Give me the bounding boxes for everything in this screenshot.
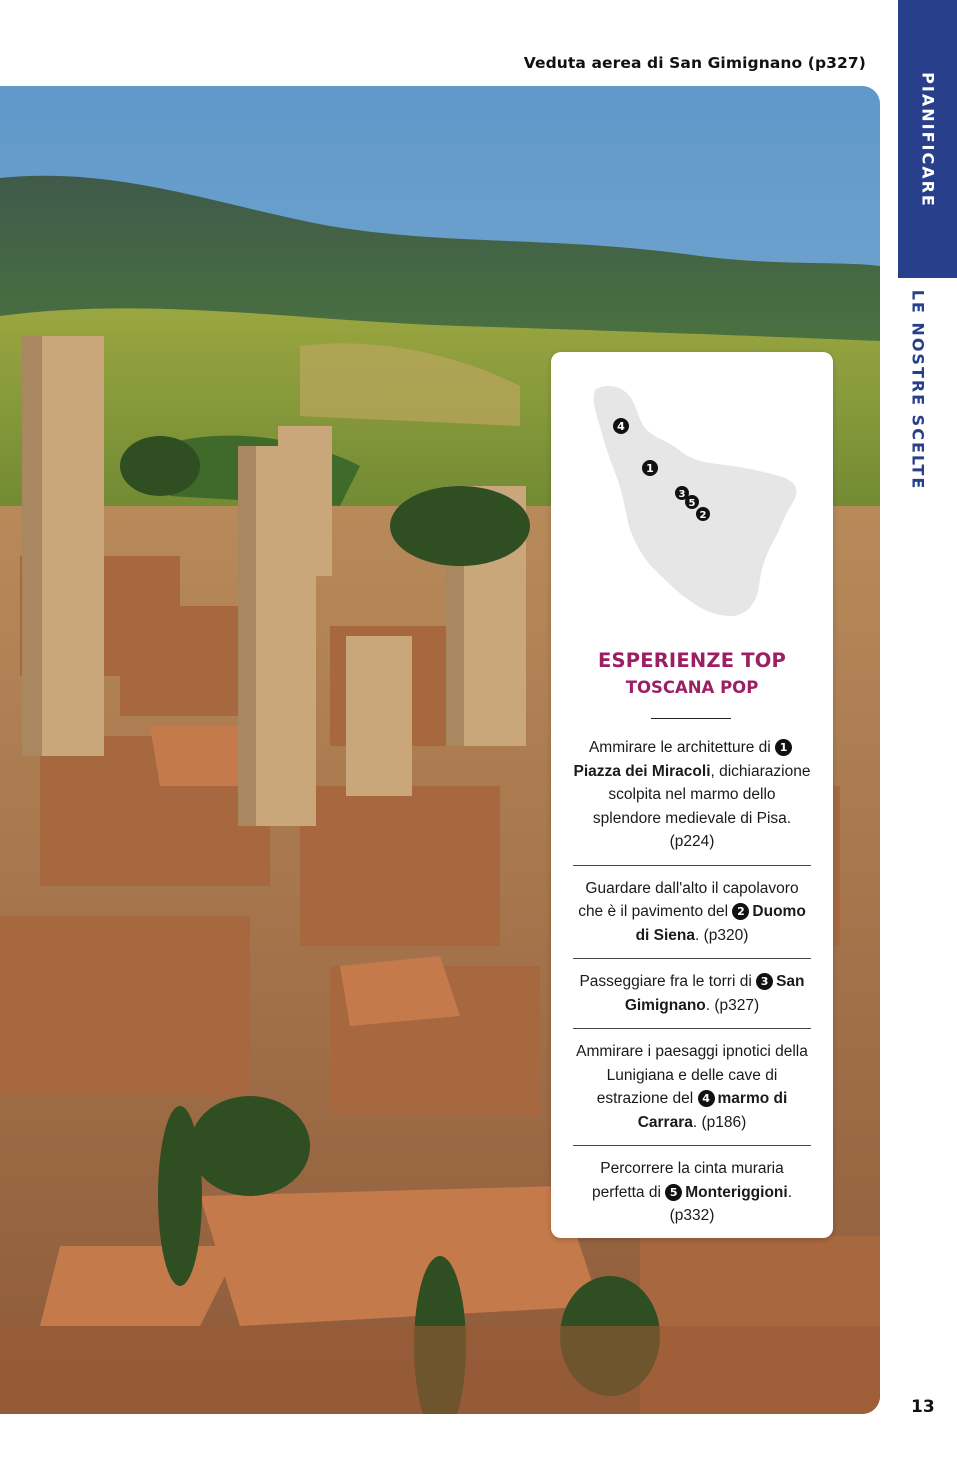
- card-subtitle: TOSCANA POP: [625, 678, 759, 697]
- number-badge: 3: [756, 973, 773, 990]
- tuscany-map: [587, 380, 807, 620]
- experience-list: [573, 736, 811, 1250]
- map-marker-2: [696, 507, 710, 521]
- list-item: Passeggiare fra le torri di 3 San Gimignano. (p327): [573, 970, 811, 1029]
- place-name-link: Monteriggioni: [685, 1183, 788, 1201]
- svg-text:2: 2: [699, 510, 707, 521]
- list-item: Guardare dall'alto il capolavoro che è il pavimento del 2 Duomo di Siena. (p320): [573, 877, 811, 960]
- number-badge: 4: [698, 1090, 715, 1107]
- svg-text:5: 5: [688, 498, 696, 509]
- list-item: Ammirare i paesaggi ipnotici della Lunigiana e delle cave di estrazione del 4 marmo di Carrara. (p186): [573, 1040, 811, 1146]
- number-badge: 2: [732, 903, 749, 920]
- svg-text:4: 4: [617, 420, 625, 433]
- side-tab-label: PIANIFICARE: [918, 72, 938, 208]
- place-name-link: San Gimignano: [624, 973, 805, 1014]
- top-experiences-card: [551, 352, 833, 1238]
- photo-caption: Veduta aerea di San Gimignano (p327): [523, 54, 866, 72]
- list-item: Ammirare le architetture di 1Piazza dei Miracoli, dichiarazione scolpita nel marmo dello splendore medievale di Pisa. (p224): [573, 736, 811, 866]
- card-title: ESPERIENZE TOP: [597, 649, 787, 672]
- map-marker-1: [642, 460, 658, 476]
- section-label: LE NOSTRE SCELTE: [908, 289, 928, 491]
- place-name-link: Piazza dei Miracoli: [573, 762, 711, 780]
- map-marker-4: [613, 418, 629, 434]
- map-marker-5: [685, 495, 699, 509]
- place-name-link: marmo di Carrara: [637, 1090, 788, 1131]
- place-name-link: Duomo di Siena: [635, 903, 806, 944]
- list-item: Percorrere la cinta muraria perfetta di 5 Monteriggioni. (p332): [591, 1160, 792, 1224]
- title-divider: [651, 718, 731, 719]
- svg-text:1: 1: [646, 462, 654, 475]
- svg-text:3: 3: [678, 489, 686, 500]
- number-badge: 5: [665, 1184, 682, 1201]
- number-badge: 1: [775, 739, 792, 756]
- page-number: 13: [911, 1397, 935, 1417]
